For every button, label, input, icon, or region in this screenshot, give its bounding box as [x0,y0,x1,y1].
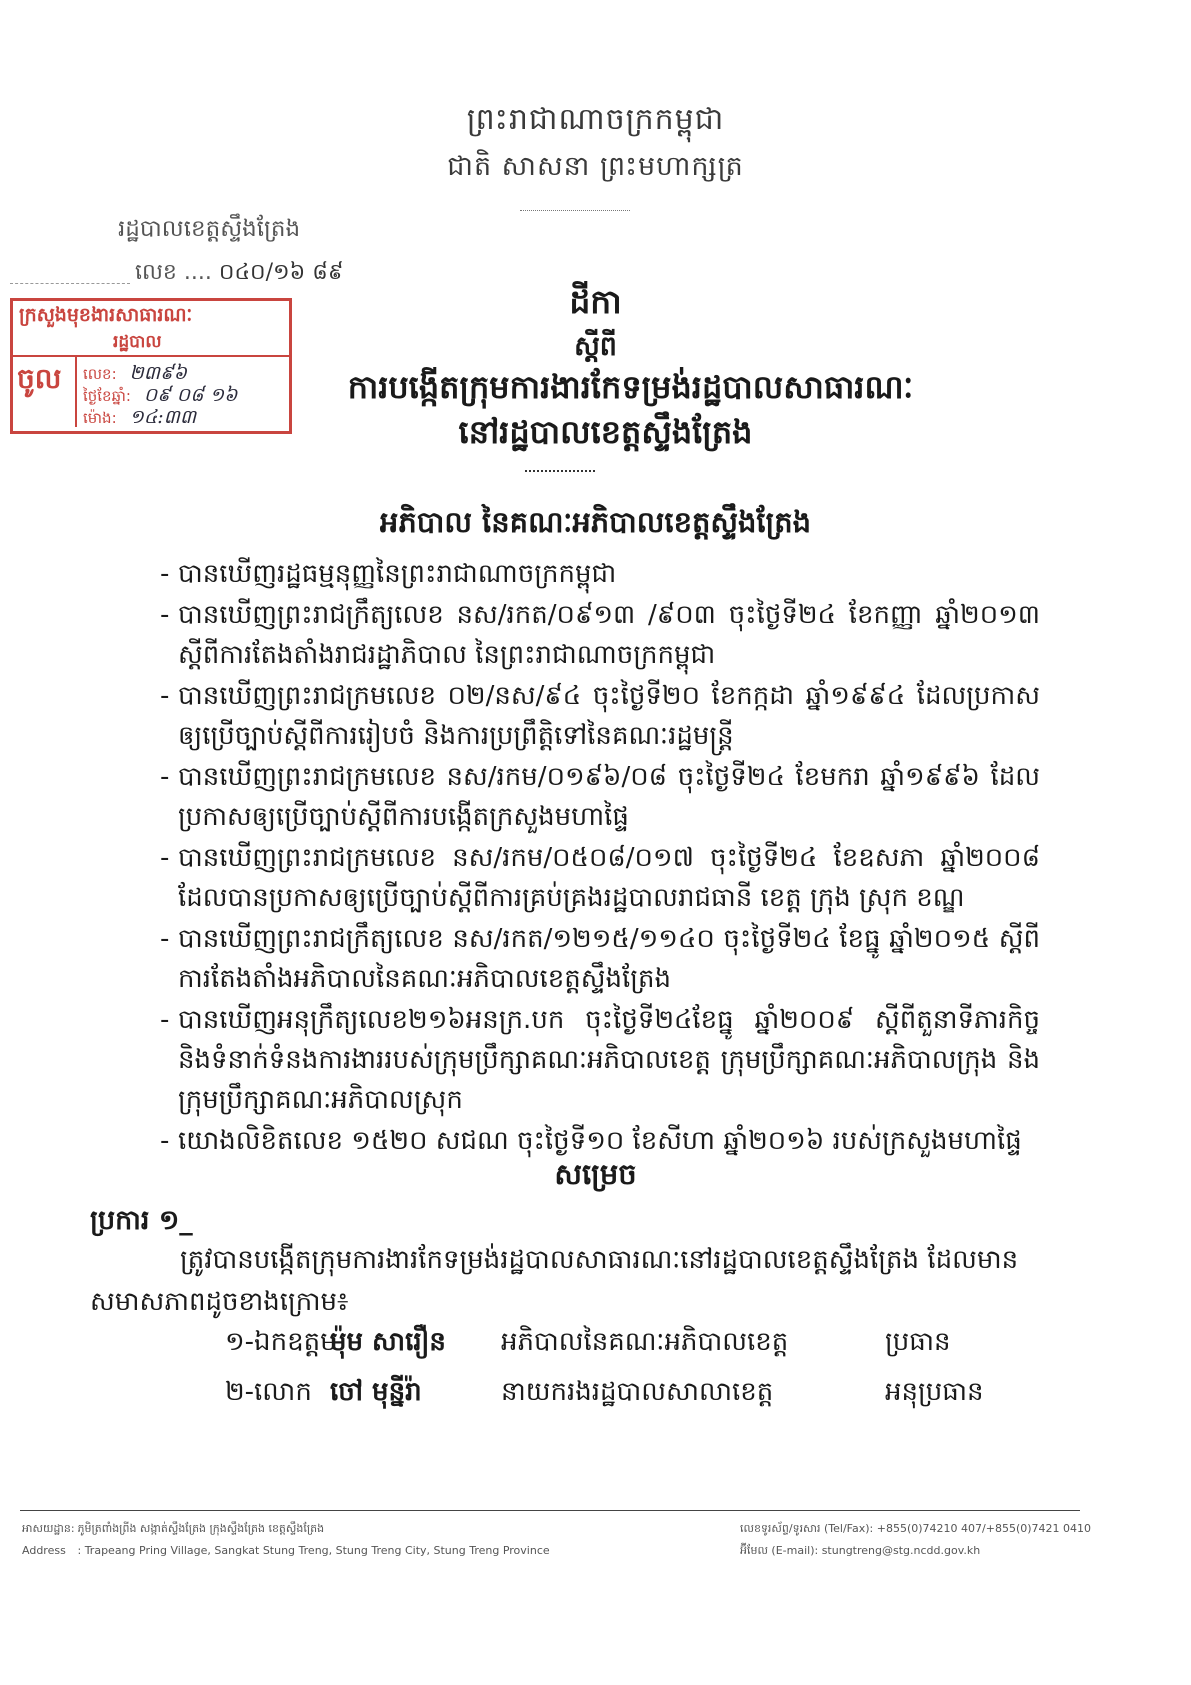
recital-item: - បានឃើញព្រះរាជក្រឹត្យលេខ នស/រកត/០៩១៣ /៩០៣ ចុះថ្ងៃទី២៤ ខែកញ្ញា ឆ្នាំ២០១៣ ស្ដីពីការតែងតាំងរាជរដ្ឋាភិបាល នៃព្រះរាជាណាចក្រកម្ពុជា [160,595,1040,675]
member-role: អនុប្រធាន [885,1377,984,1407]
article-body-line1: ត្រូវបានបង្កើតក្រុមការងារកែទម្រង់រដ្ឋបាលសាធារណៈនៅរដ្ឋបាលខេត្តស្ទឹងត្រែង ដែលមាន [180,1245,1019,1275]
member-name: ចៅ មុន្នីរ៉ា [330,1377,422,1407]
document-about: ស្ដីពី [574,331,617,362]
kingdom-motto-line1: ព្រះរាជាណាចក្រកម្ពុជា [466,102,725,137]
stamp-subtitle: រដ្ឋបាល [113,332,162,352]
document-title-line1: ការបង្កើតក្រុមការងារកែទម្រង់រដ្ឋបាលសាធារណៈ [347,368,914,406]
recital-item: - បានឃើញព្រះរាជក្រឹត្យលេខ នស/រកត/១២១៥/១១៤០ ចុះថ្ងៃទី២៤ ខែធ្នូ ឆ្នាំ២០១៥ ស្ដីពីការតែងតាំងអភិបាលនៃគណៈអភិបាលខេត្តស្ទឹងត្រែង [160,919,1040,999]
kingdom-motto-line2: ជាតិ សាសនា ព្រះមហាក្សត្រ [447,151,744,182]
issuing-authority: អភិបាល នៃគណៈអភិបាលខេត្តស្ទឹងត្រែង [379,505,812,539]
decision-heading: សម្រេច [554,1157,637,1191]
stamp-row-number: លេខ: ២៣៩៦ [83,362,187,384]
member-role: ប្រធាន [885,1327,951,1357]
issuer-office: រដ្ឋបាលខេត្តស្ទឹងត្រែង [118,216,301,242]
footer-address [22,1518,550,1562]
recital-item: - បានឃើញព្រះរាជក្រមលេខ ០២/នស/៩៤ ចុះថ្ងៃទី២០ ខែកក្កដា ឆ្នាំ១៩៩៤ ដែលប្រកាសឲ្យប្រើច្បាប់ស្ដីពីការរៀបចំ និងការប្រព្រឹត្តិទៅនៃគណៈរដ្ឋមន្ត្រី [160,676,1040,756]
footer-contact [740,1518,1091,1562]
title-divider [525,470,595,472]
document-title-line2: នៅរដ្ឋបាលខេត្តស្ទឹងត្រែង [458,413,753,451]
recital-item: - បានឃើញព្រះរាជក្រមលេខ នស/រកម/០៥០៨/០១៧ ចុះថ្ងៃទី២៤ ខែឧសភា ឆ្នាំ២០០៨ ដែលបានប្រកាសឲ្យប្រើច្បាប់ស្ដីពីការគ្រប់គ្រងរដ្ឋបាលរាជធានី ខេត្ត ក្រុង ស្រុក ខណ្ឌ [160,838,1040,918]
stamp-row-label: ម៉ោង [83,409,112,427]
stamp-row-value: ០៩ ០៨ ១៦ [143,384,238,406]
article-label: ប្រការ ១_ [90,1205,193,1236]
stamp-row-date: ថ្ងៃខែឆ្នាំ: ០៩ ០៨ ១៦ [83,384,238,406]
member-name: ម៉ុម សារឿន [330,1327,446,1357]
document-type: ដីកា [569,282,622,321]
motto-divider [520,210,630,211]
stamp-row-label: ថ្ងៃខែឆ្នាំ [83,387,126,405]
member-position: អភិបាលនៃគណៈអភិបាលខេត្ត [501,1327,789,1357]
email-label: អ៊ីមែល (E-mail): [740,1544,819,1557]
member-index: ២-លោក [225,1377,312,1407]
address-label-km: អាសយដ្ឋាន: [22,1522,75,1535]
phone-number: +855(0)74210 407/+855(0)7421 0410 [876,1522,1092,1535]
email-address: stungtreng@stg.ncdd.gov.kh [821,1544,981,1557]
article-body-line2: សមាសភាពដូចខាងក្រោម៖ [90,1287,349,1317]
address-km: ភូមិត្រពាំងព្រីង សង្កាត់ស្ទឹងត្រែង ក្រុងស្ទឹងត្រែង ខេត្តស្ទឹងត្រែង [77,1522,325,1535]
stamp-row-value: ១៤:៣៣ [129,406,197,428]
stamp-title: ក្រសួងមុខងារសាធារណៈ [19,304,193,326]
address-label-en: Address [22,1544,66,1557]
address-en: : Trapeang Pring Village, Sangkat Stung Treng, Stung Treng City, Stung Treng Province [77,1544,550,1557]
member-row [225,1325,1045,1365]
recital-item: - បានឃើញរដ្ឋធម្មនុញ្ញនៃព្រះរាជាណាចក្រកម្ពុជា [160,554,1040,594]
stamp-row-value: ២៣៩៦ [129,362,187,384]
member-row [225,1375,1045,1415]
stamp-row-label: លេខ [83,365,112,383]
member-position: នាយករងរដ្ឋបាលសាលាខេត្ត [501,1377,774,1407]
issuer-number: លេខ .... ០៤០/១៦ ៨៩ [135,260,344,285]
phone-label: លេខទូរស័ព្ទ/ទូរសារ (Tel/Fax): [740,1522,874,1535]
issuer-number-label: លេខ [135,260,177,285]
footer-divider [20,1510,1080,1511]
recital-item: - យោងលិខិតលេខ ១៥២០ សជណ ចុះថ្ងៃទី១០ ខែសីហា ឆ្នាំ២០១៦ របស់ក្រសួងមហាផ្ទៃ [160,1121,1040,1161]
recital-item: - បានឃើញព្រះរាជក្រមលេខ នស/រកម/០១៩៦/០៨ ចុះថ្ងៃទី២៤ ខែមករា ឆ្នាំ១៩៩៦ ដែលប្រកាសឲ្យប្រើច្បាប់ស្ដីពីការបង្កើតក្រសួងមហាផ្ទៃ [160,757,1040,837]
issuer-number-value: ០៤០/១៦ ៨៩ [218,260,344,285]
member-index: ១-ឯកឧត្ដម [225,1327,337,1357]
recitals-list [160,554,1040,1162]
stamp-side-label: ចូល [17,362,62,395]
recital-item: - បានឃើញអនុក្រឹត្យលេខ២១៦អនក្រ.បក ចុះថ្ងៃទី២៤ខែធ្នូ ឆ្នាំ២០០៩ ស្ដីពីតួនាទីភារកិច្ច និងទំនាក់ទំនងការងាររបស់ក្រុមប្រឹក្សាគណៈអភិបាលខេត្ត ក្រុមប្រឹក្សាគណៈអភិបាលក្រុង និងក្រុមប្រឹក្សាគណៈអភិបាលស្រុក [160,1000,1040,1120]
stamp-row-time: ម៉ោង: ១៤:៣៣ [83,406,197,428]
